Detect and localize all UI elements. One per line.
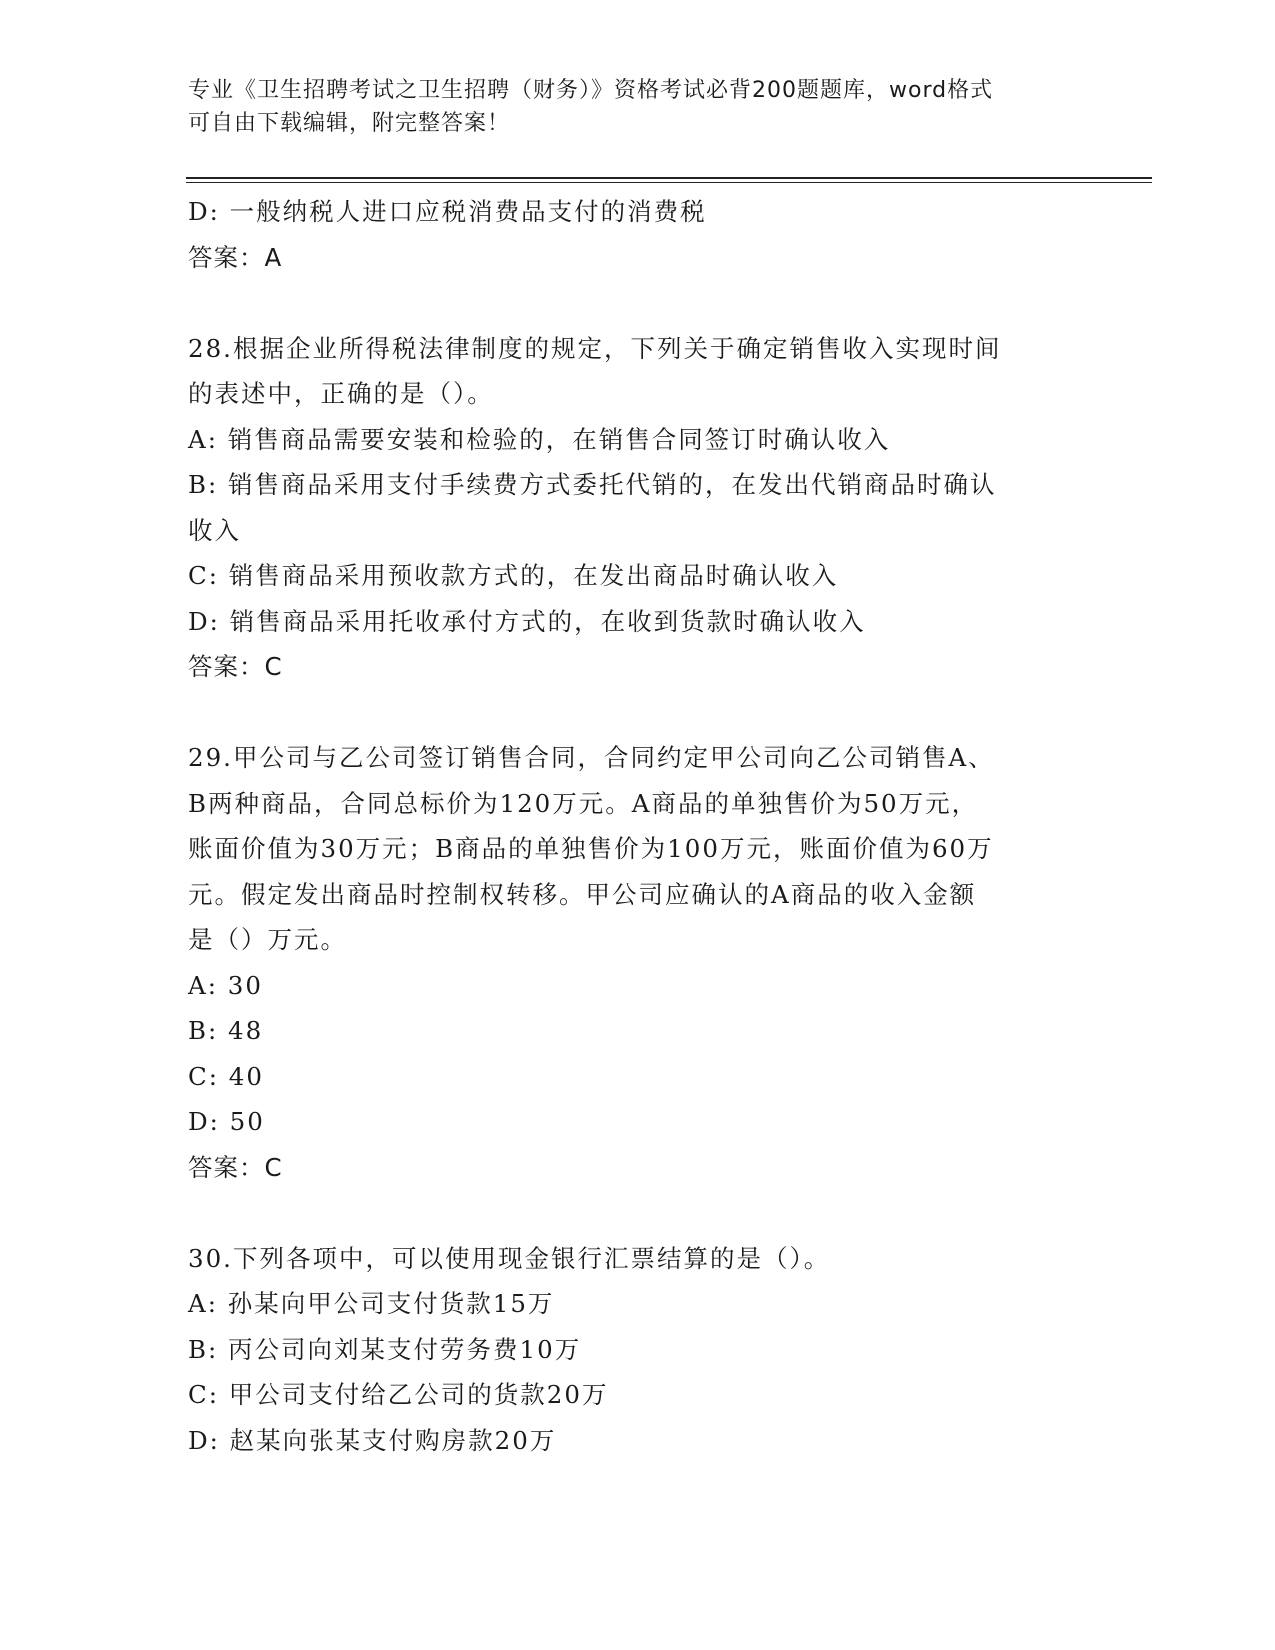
option-b: B: 48 — [188, 1016, 264, 1045]
answer-label: 答案：C — [188, 1152, 283, 1182]
option-b: B: 丙公司向刘某支付劳务费10万 — [188, 1334, 582, 1364]
previous-question-tail — [188, 189, 1088, 280]
option-d: D: 50 — [188, 1107, 265, 1136]
question-stem-line: 是（）万元。 — [188, 925, 347, 954]
option-d: D: 一般纳税人进口应税消费品支付的消费税 — [188, 197, 707, 226]
question-stem-line: 28.根据企业所得税法律制度的规定，下列关于确定销售收入实现时间 — [188, 333, 1002, 363]
option-a: A: 销售商品需要安装和检验的，在销售合同签订时确认收入 — [188, 424, 891, 454]
question-29 — [188, 735, 1088, 1190]
option-b: B: 销售商品采用支付手续费方式委托代销的，在发出代销商品时确认 — [188, 470, 997, 499]
option-c: C: 销售商品采用预收款方式的，在发出商品时确认收入 — [188, 561, 839, 590]
question-stem-line: 29.甲公司与乙公司签订销售合同，合同约定甲公司向乙公司销售A、 — [188, 743, 995, 772]
option-c: C: 40 — [188, 1061, 264, 1091]
option-d: D: 赵某向张某支付购房款20万 — [188, 1425, 557, 1455]
header-divider-thick — [186, 177, 1152, 179]
question-stem-line: 元。假定发出商品时控制权转移。甲公司应确认的A商品的收入金额 — [188, 879, 977, 909]
option-a: A: 30 — [188, 970, 263, 1000]
header-title-line-2: 可自由下载编辑，附完整答案！ — [188, 111, 511, 136]
spacer — [188, 690, 1088, 736]
question-stem-line: B两种商品，合同总标价为120万元。A商品的单独售价为50万元， — [188, 788, 979, 818]
question-content — [188, 189, 1088, 1463]
option-d: D: 销售商品采用托收承付方式的，在收到货款时确认收入 — [188, 606, 866, 636]
spacer — [188, 280, 1088, 326]
spacer — [188, 1190, 1088, 1236]
question-stem-line: 的表述中，正确的是（）。 — [188, 379, 494, 408]
option-c: C: 甲公司支付给乙公司的货款20万 — [188, 1380, 609, 1409]
question-stem-line: 账面价值为30万元；B商品的单独售价为100万元，账面价值为60万 — [188, 834, 994, 863]
question-30 — [188, 1236, 1088, 1464]
header-divider-thin — [186, 182, 1152, 183]
document-header — [188, 74, 1088, 140]
question-stem-line: 30.下列各项中，可以使用现金银行汇票结算的是（）。 — [188, 1243, 831, 1273]
option-b-continued: 收入 — [188, 515, 241, 545]
question-28 — [188, 326, 1088, 690]
option-a: A: 孙某向甲公司支付货款15万 — [188, 1289, 555, 1318]
header-title-line-1: 专业《卫生招聘考试之卫生招聘（财务）》资格考试必背200题题库，word格式 — [188, 78, 994, 103]
answer-label: 答案：A — [188, 242, 283, 272]
answer-label: 答案：C — [188, 652, 283, 681]
